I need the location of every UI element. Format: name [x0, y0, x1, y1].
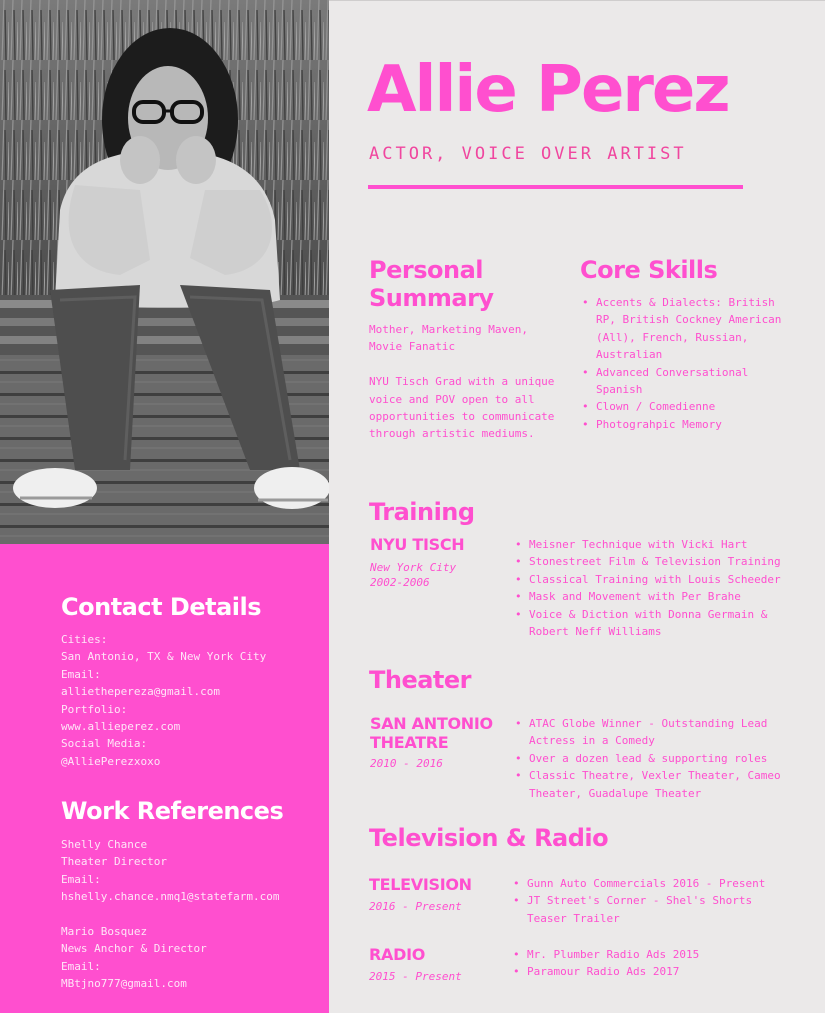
skill-line: • Clown / Comedienne — [596, 400, 716, 414]
television-org — [369, 875, 472, 894]
reference-line: Shelly Chance — [61, 838, 148, 851]
summary-line: voice and POV open to all — [369, 392, 535, 406]
training-item — [513, 536, 813, 553]
summary-line: Movie Fanatic — [369, 340, 456, 354]
theater-org-line: SAN ANTONIO — [370, 714, 493, 733]
contact-line: Portfolio: — [61, 702, 128, 716]
television-line: • Gunn Auto Commercials 2016 - Present — [527, 877, 766, 890]
radio-meta — [369, 970, 462, 985]
radio-years: 2015 - Present — [369, 970, 462, 983]
contact-details — [61, 631, 321, 770]
core-skills-heading: Core Skills — [580, 256, 718, 284]
job-subtitle: ACTOR, VOICE OVER ARTIST — [369, 144, 687, 164]
television-item — [511, 892, 811, 927]
work-references-heading: Work References — [61, 797, 284, 825]
training-item — [513, 553, 813, 570]
summary-line: through artistic mediums. — [369, 427, 535, 441]
contact-line: Email: — [61, 667, 101, 681]
radio-line: • Paramour Radio Ads 2017 — [527, 965, 680, 979]
social-handle: @AlliePerezxoxo — [61, 754, 161, 768]
training-line: • Meisner Technique with Vicki Hart — [529, 538, 748, 551]
work-references — [61, 836, 321, 993]
theater-line: Theater, Guadalupe Theater — [529, 786, 702, 800]
summary-line: NYU Tisch Grad with a unique — [369, 375, 555, 389]
television-org-name: TELEVISION — [369, 875, 472, 894]
skill-line: • Advanced Conversational — [596, 365, 749, 379]
training-line: Robert Neff Williams — [529, 625, 662, 639]
reference-email[interactable]: MBtjno777@gmail.com — [61, 977, 187, 991]
theater-line: • ATAC Globe Winner - Outstanding Lead — [529, 717, 768, 730]
skill-line: RP, British Cockney American — [596, 313, 782, 327]
training-years: 2002-2006 — [370, 575, 430, 589]
theater-item — [513, 715, 813, 750]
training-meta — [370, 561, 456, 590]
personal-summary-heading-line: Personal — [369, 256, 483, 284]
tv-radio-heading: Television & Radio — [369, 824, 609, 852]
skill-line: Australian — [596, 348, 663, 362]
training-item — [513, 571, 813, 588]
reference-line: News Anchor & Director — [61, 942, 207, 956]
skill-line: • Photograhpic Memory — [596, 417, 722, 431]
personal-summary-heading — [369, 256, 494, 312]
training-list — [513, 536, 813, 640]
radio-line: • Mr. Plumber Radio Ads 2015 — [527, 948, 700, 961]
theater-line: • Classic Theatre, Vexler Theater, Cameo — [529, 769, 781, 783]
reference-line: Email: — [61, 872, 101, 886]
radio-list — [511, 946, 811, 981]
theater-org — [370, 714, 493, 752]
profile-photo — [0, 0, 329, 544]
reference-line — [61, 906, 321, 923]
core-skills-list — [580, 294, 810, 433]
training-heading: Training — [369, 498, 475, 526]
radio-org-name: RADIO — [369, 945, 426, 964]
training-org-name: NYU TISCH — [370, 535, 465, 554]
name-title: Allie Perez — [367, 53, 729, 127]
reference-email[interactable]: hshelly.chance.nmq1@statefarm.com — [61, 890, 280, 904]
skill-item — [580, 398, 810, 415]
skill-line: (All), French, Russian, — [596, 330, 749, 344]
training-line: • Classical Training with Louis Scheeder — [529, 572, 781, 586]
reference-line: Theater Director — [61, 855, 167, 869]
summary-line: opportunities to communicate — [369, 410, 555, 424]
television-years: 2016 - Present — [369, 900, 462, 913]
radio-item — [511, 946, 811, 963]
training-item — [513, 588, 813, 605]
training-line: • Mask and Movement with Per Brahe — [529, 590, 741, 604]
theater-meta — [370, 757, 443, 772]
personal-summary-heading-line: Summary — [369, 284, 494, 312]
skill-item — [580, 416, 810, 433]
contact-line: San Antonio, TX & New York City — [61, 650, 267, 664]
summary-line — [369, 356, 569, 373]
training-location: New York City — [370, 561, 457, 574]
television-line: Teaser Trailer — [527, 911, 620, 925]
contact-email[interactable]: alliethepereza@gmail.com — [61, 685, 220, 699]
skill-line: • Accents & Dialects: British — [596, 296, 775, 309]
summary-line: Mother, Marketing Maven, — [369, 323, 528, 336]
personal-summary-text — [369, 321, 569, 443]
skill-line: Spanish — [596, 383, 643, 397]
theater-org-line: THEATRE — [370, 733, 449, 752]
portfolio-link[interactable]: www.allieperez.com — [61, 720, 181, 734]
reference-line: Mario Bosquez — [61, 925, 148, 939]
training-org — [370, 535, 464, 554]
reference-line: Email: — [61, 959, 101, 973]
training-item — [513, 606, 813, 641]
radio-org — [369, 945, 425, 964]
theater-line: • Over a dozen lead & supporting roles — [529, 751, 768, 765]
skill-item — [580, 294, 810, 364]
bottom-border — [0, 1013, 825, 1017]
theater-item — [513, 750, 813, 767]
theater-years: 2010 - 2016 — [370, 757, 443, 770]
television-list — [511, 875, 811, 927]
television-meta — [369, 900, 462, 915]
training-line: • Voice & Diction with Donna Germain & — [529, 607, 768, 621]
header-divider — [368, 185, 743, 189]
television-line: • JT Street's Corner - Shel's Shorts — [527, 894, 753, 908]
theater-list — [513, 715, 813, 802]
skill-item — [580, 364, 810, 399]
theater-line: Actress in a Comedy — [529, 734, 655, 748]
contact-line: Cities: — [61, 633, 108, 646]
contact-line: Social Media: — [61, 737, 148, 751]
theater-heading: Theater — [369, 666, 472, 694]
contact-details-heading: Contact Details — [61, 593, 262, 621]
theater-item — [513, 767, 813, 802]
television-item — [511, 875, 811, 892]
radio-item — [511, 963, 811, 980]
training-line: • Stonestreet Film & Television Training — [529, 555, 781, 569]
